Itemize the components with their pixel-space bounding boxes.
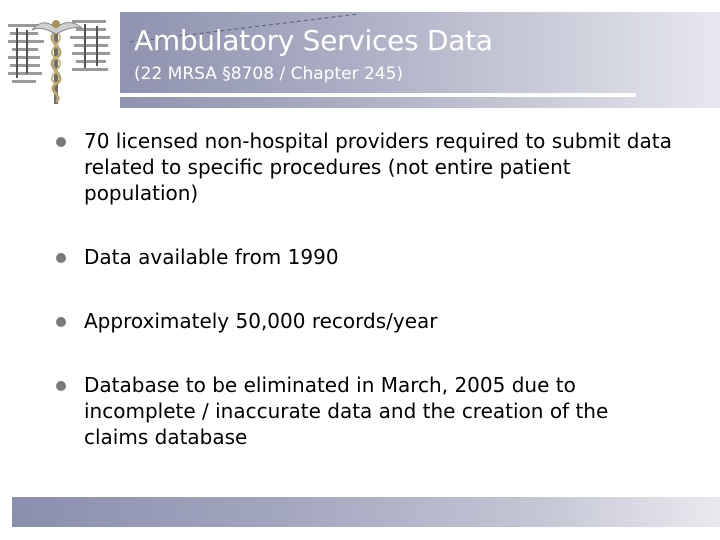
bullet-dot-icon [56,317,66,327]
bullet-item [56,372,676,450]
bullet-dot-icon [56,137,66,147]
bullet-item [56,244,676,270]
bullet-dot-icon [56,253,66,263]
bullet-dot-icon [56,381,66,391]
header-underline [120,93,636,97]
slide-subtitle: (22 MRSA §8708 / Chapter 245) [134,64,404,84]
footer-bar [12,497,720,527]
caduceus-logo [2,10,120,110]
bullet-text: Database to be eliminated in March, 2005 due to incomplete / inaccurate data and the creation of the claims database [84,373,609,449]
bullet-item [56,128,676,206]
bullet-item [56,308,676,334]
bullet-text: 70 licensed non-hospital providers required to submit data related to specific procedures (not entire patient population) [84,129,672,205]
bullet-text: Approximately 50,000 records/year [84,309,438,333]
bullet-text: Data available from 1990 [84,245,339,269]
slide-title: Ambulatory Services Data [134,24,493,57]
